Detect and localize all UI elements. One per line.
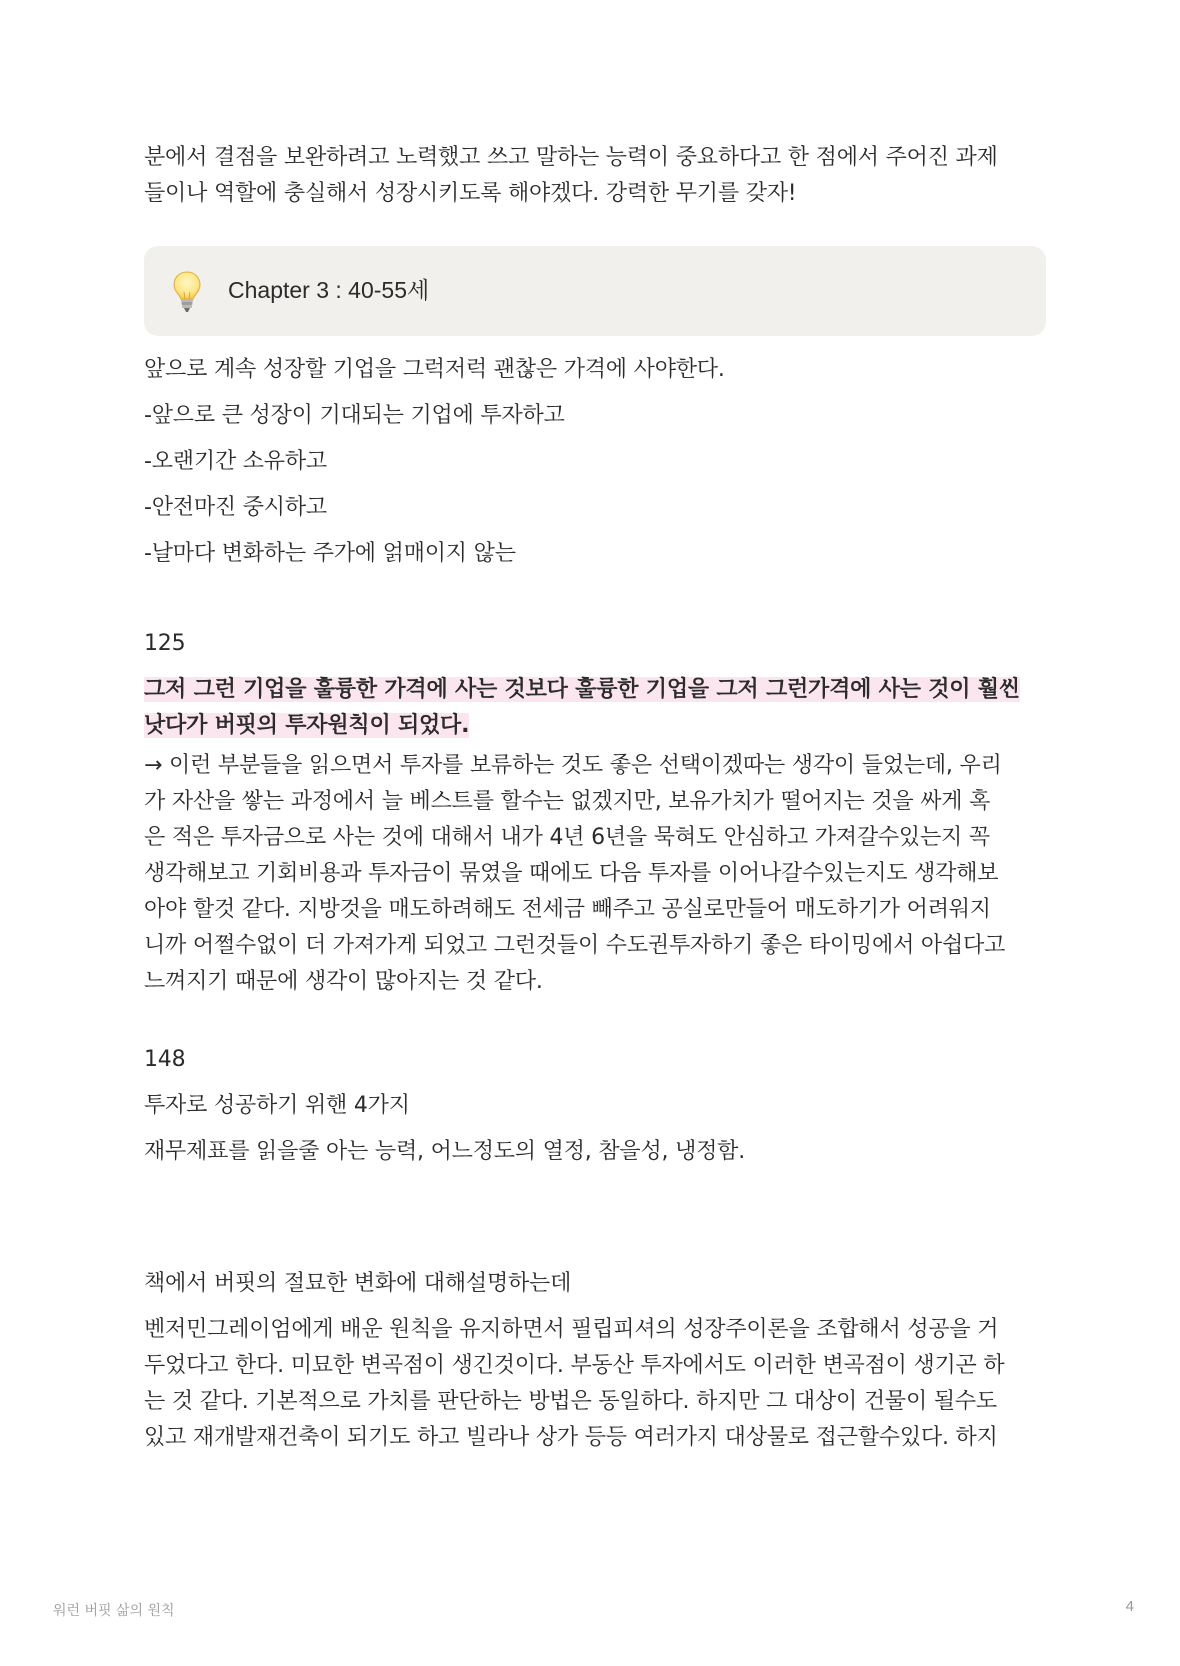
- highlighted-quote: [144, 672, 1044, 708]
- body-line: 벤저민그레이엄에게 배운 원칙을 유지하면서 필립피셔의 성장주이론을 조합해서 성공을 거: [144, 1317, 999, 1342]
- quote-line: 그저 그런 기업을 훌륭한 가격에 사는 것보다 훌륭한 기업을 그저 그런가격에 사는 것이 훨씬: [144, 677, 1020, 702]
- reflection-line: 가 자산을 쌓는 과정에서 늘 베스트를 할수는 없겠지만, 보유가치가 떨어지는 것을 싸게 혹: [144, 789, 991, 814]
- page-reference: 125: [144, 631, 186, 656]
- closing-section: [144, 1266, 1044, 1456]
- footer-page-number: 4: [1125, 1598, 1134, 1615]
- list-item: -앞으로 큰 성장이 기대되는 기업에 투자하고: [144, 403, 565, 428]
- chapter3-summary: 앞으로 계속 성장할 기업을 그럭저럭 괜찮은 가격에 사야한다.: [144, 357, 725, 382]
- highlighted-quote: [144, 708, 1044, 744]
- page-reference: 148: [144, 1047, 186, 1072]
- reflection-line: 생각해보고 기회비용과 투자금이 묶였을 때에도 다음 투자를 이어나갈수있는지도 생각해보: [144, 861, 999, 886]
- reflection-line: 느껴지기 때문에 생각이 많아지는 것 같다.: [144, 969, 543, 994]
- body-line: 는 것 같다. 기본적으로 가치를 판단하는 방법은 동일하다. 하지만 그 대상이 건물이 될수도: [144, 1389, 997, 1414]
- reflection-line: 은 적은 투자금으로 사는 것에 대해서 내가 4년 6년을 묵혀도 안심하고 가져갈수있는지 꼭: [144, 825, 990, 850]
- callout-title: Chapter 3 : 40-55세: [228, 277, 430, 303]
- list-item: -날마다 변화하는 주가에 얽매이지 않는: [144, 541, 516, 566]
- reflection-line: → 이런 부분들을 읽으면서 투자를 보류하는 것도 좋은 선택이겠따는 생각이 들었는데, 우리: [144, 753, 1002, 778]
- list-item: -안전마진 중시하고: [144, 495, 327, 520]
- footer-document-title: 워런 버핏 삶의 원칙: [53, 1603, 175, 1619]
- quote-line: 낫다가 버핏의 투자원칙이 되었다.: [144, 713, 470, 738]
- section-148: [144, 1042, 1044, 1170]
- section-125: [144, 626, 1044, 1000]
- chapter3-section: [144, 352, 1044, 572]
- intro-paragraph: [144, 140, 1044, 212]
- body-line: 두었다고 한다. 미묘한 변곡점이 생긴것이다. 부동산 투자에서도 이러한 변곡점이 생기곤 하: [144, 1353, 1005, 1378]
- body-line: 있고 재개발재건축이 되기도 하고 빌라나 상가 등등 여러가지 대상물로 접근할수있다. 하지: [144, 1425, 998, 1450]
- section-heading: 투자로 성공하기 위핸 4가지: [144, 1093, 410, 1118]
- list-item: -오랜기간 소유하고: [144, 449, 327, 474]
- section-heading: 책에서 버핏의 절묘한 변화에 대해설명하는데: [144, 1271, 572, 1296]
- intro-line: 들이나 역할에 충실해서 성장시키도록 해야겠다. 강력한 무기를 갖자!: [144, 181, 797, 206]
- reflection-line: 아야 할것 같다. 지방것을 매도하려해도 전세금 빼주고 공실로만들어 매도하기가 어려워지: [144, 897, 991, 922]
- chapter-callout: [144, 246, 1046, 336]
- reflection-line: 니까 어쩔수없이 더 가져가게 되었고 그런것들이 수도권투자하기 좋은 타이밍에서 아쉽다고: [144, 933, 1006, 958]
- intro-line: 분에서 결점을 보완하려고 노력했고 쓰고 말하는 능력이 중요하다고 한 점에서 주어진 과제: [144, 145, 998, 170]
- lightbulb-icon: [172, 270, 202, 314]
- section-body: 재무제표를 읽을줄 아는 능력, 어느정도의 열정, 참을성, 냉정함.: [144, 1139, 746, 1164]
